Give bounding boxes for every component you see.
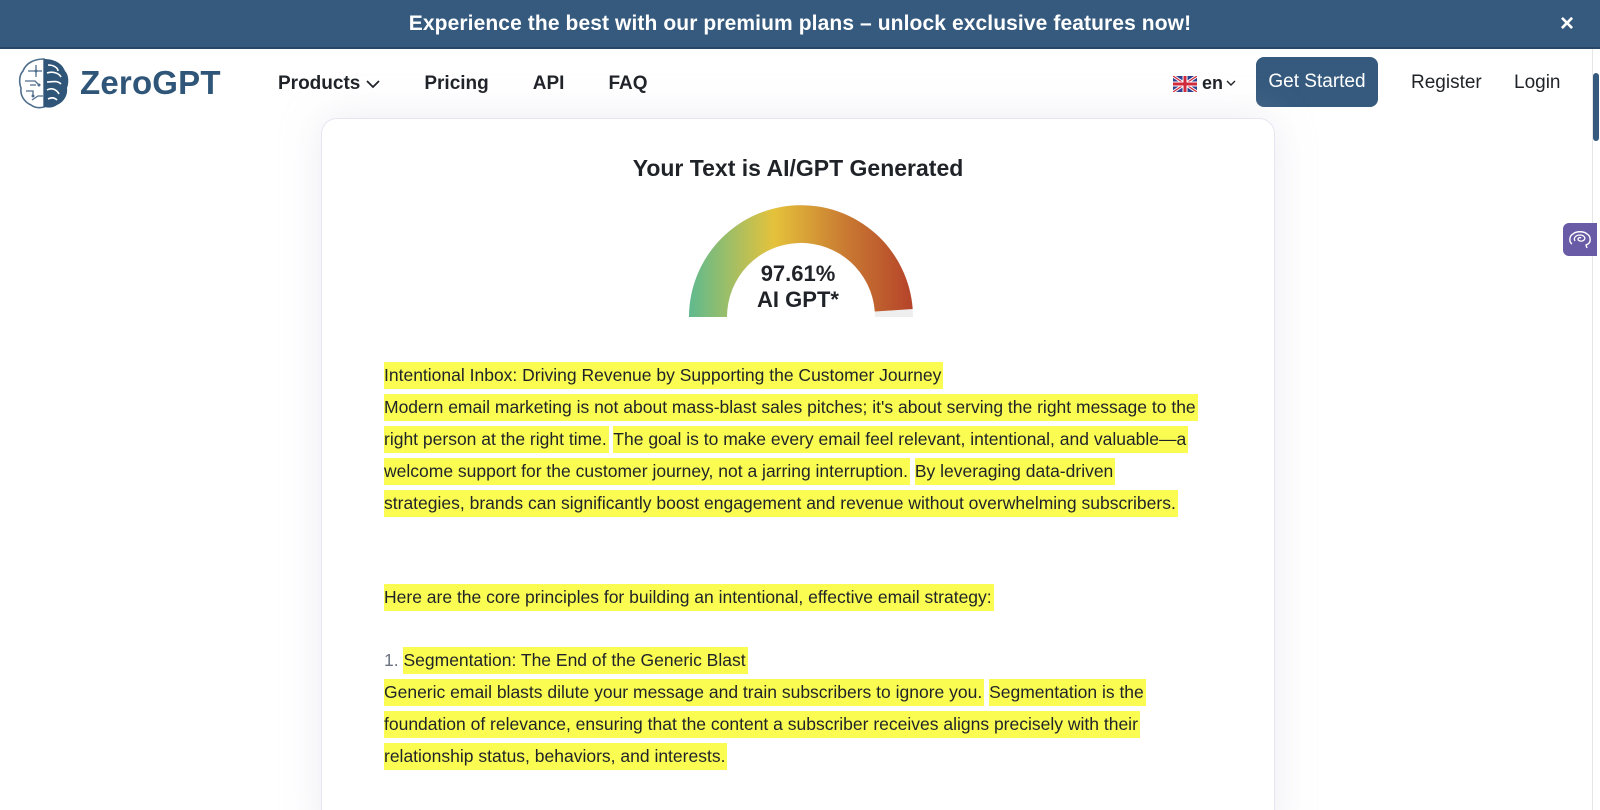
nav-api[interactable]: API: [532, 73, 565, 94]
side-widget-button[interactable]: [1563, 223, 1597, 256]
chevron-down-icon: [1226, 80, 1236, 87]
nav-links: [278, 49, 692, 119]
text-intro: Here are the core principles for building an intentional, effective email strategy:: [384, 581, 1224, 613]
close-icon[interactable]: ×: [1559, 10, 1574, 37]
get-started-button[interactable]: Get Started: [1256, 57, 1378, 107]
nav-products[interactable]: [278, 73, 380, 95]
promo-banner: [0, 0, 1600, 49]
navbar: [0, 49, 1592, 119]
banner-text: Experience the best with our premium plans – unlock exclusive features now!: [408, 11, 1192, 35]
language-selector[interactable]: [1173, 73, 1236, 94]
result-card: [321, 118, 1275, 810]
text-line: Generic email blasts dilute your message and train subscribers to ignore you. Segmentation is the: [384, 676, 1224, 708]
text-line: right person at the right time. The goal is to make every email feel relevant, intentional, and valuable—a: [384, 423, 1224, 455]
uk-flag-icon: [1173, 76, 1197, 92]
logo-text: ZeroGPT: [80, 64, 221, 101]
ai-percentage: 97.61%: [760, 261, 836, 286]
nav-faq[interactable]: FAQ: [608, 73, 648, 94]
text-line: foundation of relevance, ensuring that the content a subscriber receives aligns precisely with their: [384, 708, 1224, 740]
text-line: strategies, brands can significantly boost engagement and revenue without overwhelming subscribers.: [384, 487, 1224, 519]
text-line: Modern email marketing is not about mass-blast sales pitches; it's about serving the right message to the: [384, 391, 1224, 423]
nav-products-label: Products: [278, 73, 361, 94]
logo[interactable]: [16, 55, 221, 111]
brain-icon: [1568, 230, 1592, 250]
register-link[interactable]: Register: [1411, 72, 1482, 93]
analyzed-text: [384, 359, 1224, 772]
list-item-heading: 1. Segmentation: The End of the Generic Blast: [384, 644, 1224, 676]
scrollbar-thumb[interactable]: [1593, 73, 1599, 141]
text-line: relationship status, behaviors, and interests.: [384, 740, 1224, 772]
brain-logo-icon: [16, 55, 72, 111]
text-line: welcome support for the customer journey, not a jarring interruption. By leveraging data-driven: [384, 455, 1224, 487]
scrollbar-track[interactable]: [1592, 49, 1600, 810]
text-heading: Intentional Inbox: Driving Revenue by Supporting the Customer Journey: [384, 359, 1224, 391]
chevron-down-icon: [366, 79, 380, 89]
language-label: en: [1202, 73, 1224, 93]
login-link[interactable]: Login: [1514, 72, 1561, 93]
result-title: Your Text is AI/GPT Generated: [632, 155, 964, 181]
nav-pricing[interactable]: Pricing: [424, 73, 489, 94]
ai-label: AI GPT*: [757, 287, 839, 312]
